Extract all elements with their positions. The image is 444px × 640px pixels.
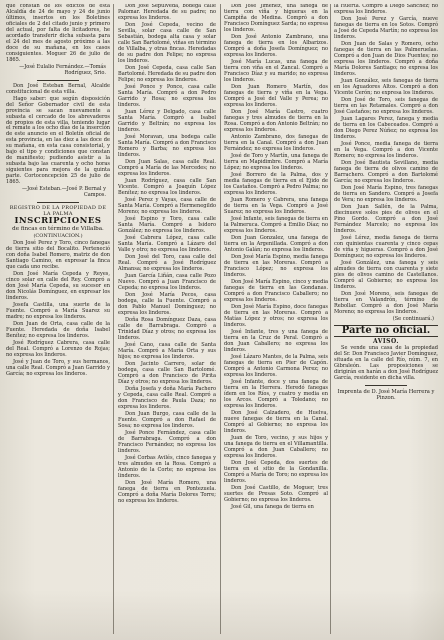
list-item: Doña Josefa y doña María Pachero y Cepeda, casa calle Real. Compró a don Francisco de Paula Daza; no expresa los linderos. — [118, 386, 216, 411]
list-item: Don Juan Burgo, casa calle de la Fuente. Compró a don Rafael de Sosa; no expresa los linderos. — [118, 411, 216, 430]
column-2 — [118, 4, 216, 636]
list-item: José Cabrera López, casa calle Santa María. Compró a Lázaro del Valle y otro; no expresa los linderos. — [118, 235, 216, 254]
continuation-note: (Se continuará.) — [392, 316, 434, 323]
list-item: la Huerta. Compró a Diego Sánchez; no expresa los linderos. — [334, 4, 438, 15]
column-divider — [113, 4, 114, 634]
list-item: José Lázaro Mantes, de la Palma, seis fanegas de tierra en Pier de Capón. Compró a Antonio Carmona Perez; no expresa los linderos. — [224, 354, 328, 379]
list-item: Don Juan Sallén, de la Palma, diecinueve solos pies de olivos en el Pino Gordo. Compró a don José Fernández Marcelo; no expresa los linderos. — [334, 204, 438, 234]
list-item: José Infante, seis fanegas de tierra en la Palmeruca. Compró a Emilio Díaz; no expresa los linderos. — [224, 216, 328, 234]
list-item: José Corbas Avilés, cinco fanegas y tres almudes en la Rosa. Compró a Antonio de la Corte; no expresa los linderos. — [118, 455, 216, 480]
list-item: Don Juan Gonzalez, una fanega de tierra en la Argenillada. Compró a don Antonio Galán; no expresa los linderos. — [224, 235, 328, 254]
list-item: Don José Antonio Zambrano, una fanega de tierra en los Albarizos. Compró a doña Josefa Domínguez; no expresa los linderos. — [224, 33, 328, 58]
list-item: José Moravan, una bodega calle Santa María. Compró a don Francisco Romero y Barba; no expresa los linderos. — [118, 133, 216, 158]
list-item: Juan Rodríguez, casa calle San Vicente. Compró a Joaquín López Benítez; no expresa los linderos. — [118, 178, 216, 196]
list-item: José Borrero de la Palma, dos y media fanegas de tierra en el Ejido de los Castaños. Compró a Pedro Palma; no expresa los linderos. — [224, 172, 328, 196]
list-item: José Cano, casa calle de Santa María. Compró a María Orta y sus hijos; no expresa los linderos. — [118, 342, 216, 361]
list-item: José González, una fanega y seis almudes de tierra con cuarenta y siete pies de olivos camino de Castellanos. Compró al Gobierno; no expresa los linderos. — [334, 260, 438, 290]
list-item: Don José María Castro, cuatro fanegas y tres almudes de tierra en la Rosa. Compró a don Antonio Beltrán; no expresa los linderos. — [224, 108, 328, 133]
continuation-label: (CONTINUACION.) — [33, 233, 83, 240]
list-item: Juan Lérez y Delgado, casa calle Santa María. Compró a Isabel Garrido y Beltrán; no expresa los linderos. — [118, 108, 216, 133]
list-item: José María Lucas, una fanega de tierra con viña en el Zancal. Compró a Francisco Díaz y su marido; no expresa los linderos. — [224, 58, 328, 83]
list-item: Juan García Liñán, casa calle Pozo Nuevo. Compró a Juan Francisco de Cepeda; no expresa los linderos. — [118, 273, 216, 292]
list-item: Don José Perez y García, nueve fanegas de tierra en los Sotos. Compró a José de Cepeda Martín; no expresa los linderos. — [334, 16, 438, 40]
edict-signature: —José Esteban.—José P. Bernal y Campos. — [22, 186, 106, 199]
aviso-heading: AVISO. — [373, 338, 399, 345]
column-divider — [220, 4, 221, 634]
column-4 — [334, 4, 438, 636]
list-item: José Infante, doce y una fanega de tierra en la Herrera. Heredó fanegas ídem en los Ríos, y cuatro y media en los Arcos. Compró a Toledano; no expresa los linderos. — [224, 379, 328, 409]
list-item: Don José María Espino, doce fanegas de tierra en las Moreras. Compró a Matías López y otros; no expresa los linderos. — [224, 304, 328, 329]
list-item: Don José de Toro, seis fanegas de tierra en las Retamales. Compró a don José Castaños; no expresa los linderos. — [334, 97, 438, 115]
list-item: Don Juan Salas, casa calle Real. Compró a María de las Mercedes; no expresa los linderos. — [118, 158, 216, 177]
column-3 — [224, 4, 328, 636]
list-item: José Rodríguez Cabrera, casa calle del Real. Compró a Lorenzo de Rojas; no expresa los linderos. — [6, 340, 110, 359]
separator — [365, 385, 407, 386]
list-item: José de Toro y Martín, una fanega de tierra en Mapidimbre. Compró a María López; no expresa los linderos. — [224, 153, 328, 171]
list-item: José Gil, una fanega de tierra en — [231, 504, 314, 511]
list-item: Juan Lagares Perez, fanega y media de tierra en los Cabeceados. Compró a don Diego Perez Núñez; no expresa los linderos. — [334, 116, 438, 140]
edict-heading: Don José Esteban Bernal, Alcalde constitucional de esta villa. — [6, 82, 110, 95]
list-item: Don José Sepúlveda, bodega calle Palomar. Heredada de su padre; no expresa los linderos. — [118, 4, 216, 21]
list-item: Juan Romero y Cabrera, una fanega de tierra en la Vega. Compró a José Suarez; no expresa los linderos. — [224, 197, 328, 215]
list-item: Don Juan Romero Martín, dos fanegas de tierra y viña en la Vega. Compró a José del Valle y Perea; no expresa los linderos. — [224, 83, 328, 108]
list-item: José Perez y Vayas, casa calle de Santa María. Compró a Hermenegildo Moreno; no expresa los linderos. — [118, 197, 216, 215]
separator — [37, 202, 79, 203]
section-title-inscripciones: INSCRIPCIONES — [14, 216, 102, 227]
list-item: Don José María Espino, tres fanegas de tierra en Sandero. Compró a Josefa de Vera; no expresa los linderos. — [334, 185, 438, 204]
list-item: Don José Bautista Sevillano, media fanega de tierra de olivos camino de Barrachero. Compró a don Bartolomé García; no expresa los linderos. — [334, 160, 438, 184]
list-item: José Infante, tres y una fanega de tierra en la Cruz de Peral. Compró a don Juan Caballero; no expresa los linderos. — [224, 329, 328, 354]
list-item: Don Juan de Orta, casa calle de la Fuente. Heredada de doña Isabel Benítez; no expresa los linderos. — [6, 321, 110, 340]
list-item: Don Jacinto Carrero, solar de bodega, casa calle San Bartolomé. Compró a don Francisco de Pirita Díaz y otros; no expresa los linderos. — [118, 361, 216, 386]
list-item: José Ponce Fernández, casa calle de Barrabraga. Compró a don Francisco Fernández; no expresa los linderos. — [118, 430, 216, 455]
list-item: Don José Cepeda, vecino de Sevilla, solar casa calle de San Sebastián, bodega alta casa y solar calle San Bartolomé, viñas en término de Villalba, y otras fincas. Heredadas de su padre don Felipe; no expresa los linderos. — [118, 22, 216, 64]
column-1 — [6, 4, 110, 636]
list-item: Don José Perez y Toro, cinco fanegas de tierra sitio del Bocalito. Perteneció con doña Isabel Romero, matriz de don Santiago Camino, en expresar la finca que cada uno recibe. — [6, 240, 110, 271]
edict-text: que constan de los edictos de esta Alcaldía de 24 de mayo y 24 de junio últimos, insertos en los Boletines oficiales de 2 del citado junio y primero del actual, por falta de licitadores, he acordado transferir dicha subasta para el 24 del mes de agosto próximo a las doce de su mañana, en los casos consiguientes. Moguer 26 de julio de 1865. — [6, 4, 110, 63]
list-item: Don José del Toro, casa calle del Real. Compró a José Rodríguez Almansa; no expresa los linderos. — [118, 254, 216, 273]
list-item: Don José María Espino, cinco y media fanegas de tierra en las Gondanas. Compró a don Francisco Caballero; no expresa los linderos. — [224, 279, 328, 304]
section-title-parte-no-oficial: Parte no oficial. — [341, 325, 431, 337]
list-item: Don José Moreno, seis fanegas de tierra en Valandrón, término de Rebollar. Compró a don José María Moreno; no expresa los linderos. — [334, 291, 438, 315]
list-item: Don José Cepeda, dos suertes de tierra en el sitio de la Gondanilla. Compró a María de Toro; no expresa los linderos. — [224, 460, 328, 484]
list-item: Juan de Toro, vecino, y sus hijos y una fanega de tierra en el Villamantilla. Compró a don Juan Caballero; no expresa los linderos. — [224, 435, 328, 459]
list-item: Don José Jiménez, una fanega de tierra con viña y higueras en la Campiña de Medina. Compró a don Francisco Domínguez Sarda; no expresa los linderos. — [224, 4, 328, 33]
list-item: Don José María Espino, media fanega de tierra en las Moreras. Compró a Francisco López; no expresa los linderos. — [224, 254, 328, 279]
list-item: José Ponce, media fanega de tierra en la Vega. Compró a don Vicente Romero; no expresa los linderos. — [334, 141, 438, 159]
aviso-text: Se vende una casa de la propiedad del Sr. Don Francisco Javier Domínguez, situada en la calle del Río, núm. 7, en Gibraleón. Las proposiciones se dirigirán en harán a don José Rodríguez García, residente en dicha villa. — [334, 345, 438, 381]
list-item: Juan González, seis fanegas de tierra en los Aguadores Altos. Compró a don Vicente Cerón; no expresa los linderos. — [334, 78, 438, 96]
list-item: Antonio Zambrano, dos fanegas de tierra en la Canal. Compró a don Juan Fernández; no expresa los linderos. — [224, 133, 328, 152]
list-item: Don José María Romero, una fanega de tierra en Pontezuela. Compró a doña María Dolores Torre; no expresa los linderos. — [118, 480, 216, 505]
list-item: Don José María Cepeda y Reyes, cinco solar en calle del Rey. Compró a don José María Cepeda, su sucesor en don Nicolás Domínguez, en expresar los linderos. — [6, 271, 110, 302]
list-item: José y Juan de Toro, y sus hermanos, una calle Real. Compró a Juan Garrido y García; no expresa los linderos. — [6, 359, 110, 378]
printer-imprint: Imprenta de D. José María Herrera y Pinzon. — [337, 388, 435, 402]
list-item: José Espino y Toro, casa calle Santa María. Compró a Isidoro González; no expresa los linderos. — [118, 216, 216, 234]
column-divider — [330, 4, 331, 634]
section-heading-registro: REGISTRO DE LA PROPIEDAD DE LA PALMA — [9, 205, 107, 218]
list-item: Don José Calzadero, de Huelva, nueve fanegas de tierra en la Canal. Compró al Gobierno; no expresa los linderos. — [224, 410, 328, 434]
list-item: Josefa Castilla, una suerte de la Fuente. Compró a María Suarez su madre; no expresa los linderos. — [6, 302, 110, 321]
separator — [37, 80, 79, 81]
section-subtitle: de fincas en término de Villalba. — [12, 226, 104, 233]
list-item: José Lérez, media fanega de tierra con quinientas cuarenta y cinco cepas de viña y higueras. Compró a don José Domínguez; no expresa los linderos. — [334, 235, 438, 259]
edict-text: Hago saber: que según disposición del Señor Gobernador civil de esta provincia se sacan nuevamente a subasta el cercado de los abrevaderos de propios de esta villa, teniendo lugar el remate a los ocho días de la inserción de este anuncio en el Boletín oficial de esta provincia, en las diez a las doce de su mañana, en esta casa consistorial, y bajo el tipo y condiciones que constan de manifiesto; pudiendo asistir a la subasta bajo las cuarenta y ocho horas siguientes para mejora de la quinta parte. Cortoconcepción 25 de julio de 1865. — [6, 95, 110, 186]
list-item: Don Juan de Salas y Romero, ocho fanegas de tierra en las Palmeruelas. Compró a don Juan de Dios Fuentes; no expresa los linderos. Compró a doña María Dolores Santiago; no expresa los linderos. — [334, 41, 438, 77]
list-item: Doña Rosa Domínguez Daza, casa calle de Barrabraga. Compró a Trinidad Díaz y otros; no expresa los linderos. — [118, 317, 216, 342]
list-item: José Ponce y Ponce, casa calle Santa María. Compró a don Pedro Garrido y Rosa; no expresa los linderos. — [118, 83, 216, 108]
separator — [334, 336, 438, 337]
list-item: Don José Cepeda, casa calle San Bartolomé. Heredada de su padre don Felipe; no expresa los linderos. — [118, 64, 216, 83]
list-item: Don José Castillo, de Moguer, tres suertes de Presas Soto. Compró al Gobierno; no expresa los linderos. — [224, 485, 328, 504]
edict-signature: —José Eulalio Fernández.—Tomás Rodríguez, Srio. — [19, 63, 106, 76]
list-item: Don José María Pecos, casa bodega, calle la Fuente. Compró a don Pablo Manuel Domínguez; no expresa los linderos. — [118, 292, 216, 317]
